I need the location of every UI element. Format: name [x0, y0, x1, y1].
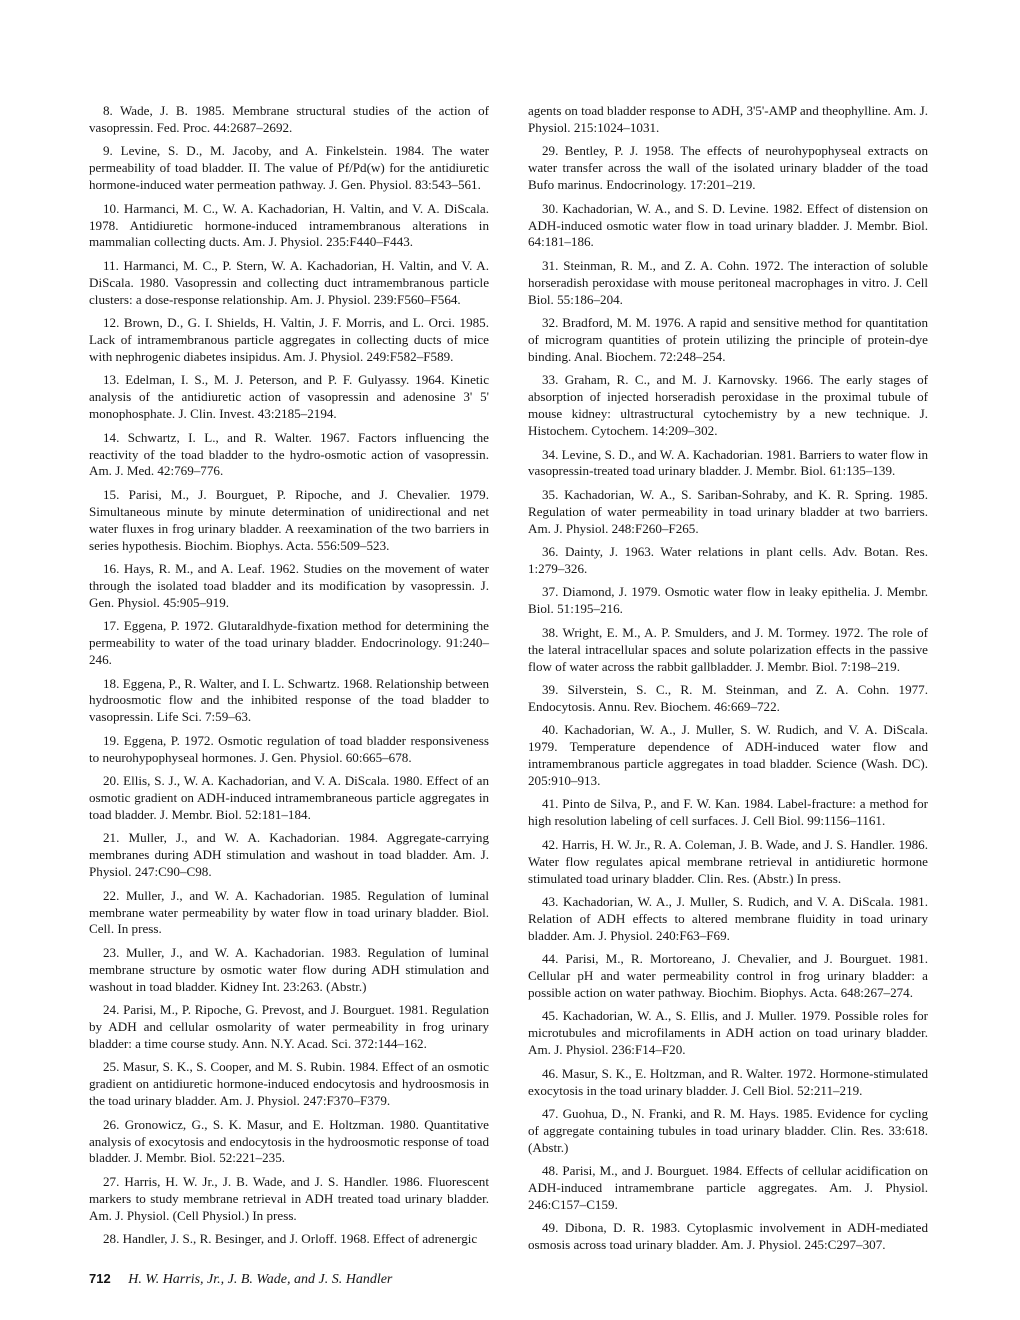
reference-entry: 9. Levine, S. D., M. Jacoby, and A. Finkelstein. 1984. The water permeability of toad bladder. II. The value of Pf/Pd(w) for the antidiuretic hormone-induced water permeation pathway. J. Gen. Physiol. 83:543–561.	[89, 143, 489, 193]
reference-entry: 28. Handler, J. S., R. Besinger, and J. Orloff. 1968. Effect of adrenergic	[103, 1231, 478, 1247]
reference-entry: 39. Silverstein, S. C., R. M. Steinman, and Z. A. Cohn. 1977. Endocytosis. Annu. Rev. Biochem. 46:669–722.	[528, 681, 928, 714]
reference-entry: 12. Brown, D., G. I. Shields, H. Valtin, J. F. Morris, and L. Orci. 1985. Lack of intramembranous particle aggregates in collecting ducts of mice with nephrogenic diabetes insipidus. Am. J. Physiol. 249:F582–F589.	[89, 315, 489, 364]
reference-entry: 40. Kachadorian, W. A., J. Muller, S. W. Rudich, and V. A. DiScala. 1979. Temperature dependence of ADH-induced water flow and intramembranous particle aggregates in toad bladder. Science (Wash. DC). 205:910–913.	[528, 722, 928, 789]
reference-entry: 41. Pinto de Silva, P., and F. W. Kan. 1984. Label-fracture: a method for high resolution labeling of cell surfaces. J. Cell Biol. 99:1156–1161.	[528, 796, 928, 829]
reference-entry: 37. Diamond, J. 1979. Osmotic water flow in leaky epithelia. J. Membr. Biol. 51:195–216.	[528, 584, 928, 617]
reference-entry: 23. Muller, J., and W. A. Kachadorian. 1983. Regulation of luminal membrane structure by osmotic water flow during ADH stimulation and washout in toad bladder. Kidney Int. 23:263. (Abstr.)	[89, 944, 489, 994]
reference-entry: 32. Bradford, M. M. 1976. A rapid and sensitive method for quantitation of microgram quantities of protein utilizing the principle of protein-dye binding. Anal. Biochem. 72:248–254.	[528, 315, 928, 364]
reference-entry: 24. Parisi, M., P. Ripoche, G. Prevost, and J. Bourguet. 1981. Regulation by ADH and cellular osmolarity of water permeability in frog urinary bladder: a time course study. Ann. N.Y. Acad. Sci. 372:144–162.	[89, 1002, 489, 1051]
reference-entry: 26. Gronowicz, G., S. K. Masur, and E. Holtzman. 1980. Quantitative analysis of exocytosis and endocytosis in the hydroosmotic response of toad bladder. J. Membr. Biol. 52:221–235.	[89, 1116, 489, 1166]
reference-entry: 36. Dainty, J. 1963. Water relations in plant cells. Adv. Botan. Res. 1:279–326.	[528, 544, 928, 576]
reference-entry: 46. Masur, S. K., E. Holtzman, and R. Walter. 1972. Hormone-stimulated exocytosis in the toad urinary bladder. J. Cell Biol. 52:211–219.	[528, 1065, 928, 1098]
references-column-left	[89, 103, 489, 1254]
reference-entry: 34. Levine, S. D., and W. A. Kachadorian. 1981. Barriers to water flow in vasopressin-treated toad urinary bladder. J. Membr. Biol. 61:135–139.	[528, 446, 928, 479]
reference-entry: 42. Harris, H. W. Jr., R. A. Coleman, J. B. Wade, and J. S. Handler. 1986. Water flow regulates apical membrane retrieval in antidiuretic hormone stimulated toad urinary bladder. Clin. Res. (Abstr.) In press.	[528, 836, 928, 886]
reference-entry: 45. Kachadorian, W. A., S. Ellis, and J. Muller. 1979. Possible roles for microtubules and microfilaments in ADH action on toad urinary bladder. Am. J. Physiol. 236:F14–F20.	[528, 1008, 928, 1058]
reference-entry: 8. Wade, J. B. 1985. Membrane structural studies of the action of vasopressin. Fed. Proc. 44:2687–2692.	[89, 103, 489, 135]
reference-entry: 22. Muller, J., and W. A. Kachadorian. 1985. Regulation of luminal membrane water permeability by water flow in toad urinary bladder. Biol. Cell. In press.	[89, 887, 489, 937]
reference-entry: 11. Harmanci, M. C., P. Stern, W. A. Kachadorian, H. Valtin, and V. A. DiScala. 1980. Vasopressin and collecting duct intramembranous particle clusters: a dose-response relationship. Am. J. Physiol. 239:F560–F564.	[89, 257, 489, 307]
reference-entry: 19. Eggena, P. 1972. Osmotic regulation of toad bladder responsiveness to neurohypophyseal hormones. J. Gen. Physiol. 60:665–678.	[89, 732, 489, 765]
reference-entry: 33. Graham, R. C., and M. J. Karnovsky. 1966. The early stages of absorption of injected horseradish peroxidase in the proximal tubule of mouse kidney: ultrastructural cytochemistry by a new technique. J. Histochem. Cytochem. 14:209–302.	[528, 372, 928, 439]
reference-entry: 25. Masur, S. K., S. Cooper, and M. S. Rubin. 1984. Effect of an osmotic gradient on antidiuretic hormone-induced endocytosis and hydroosmosis in the toad urinary bladder. Am. J. Physiol. 247:F370–F379.	[89, 1059, 489, 1109]
reference-entry: 48. Parisi, M., and J. Bourguet. 1984. Effects of cellular acidification on ADH-induced intramembrane particle aggregates. Am. J. Physiol. 246:C157–C159.	[528, 1163, 928, 1213]
reference-entry: 30. Kachadorian, W. A., and S. D. Levine. 1982. Effect of distension on ADH-induced osmotic water flow in toad urinary bladder. J. Membr. Biol. 64:181–186.	[528, 200, 928, 250]
reference-entry: 17. Eggena, P. 1972. Glutaraldhyde-fixation method for determining the permeability to water of the toad urinary bladder. Endocrinology. 91:240–246.	[89, 618, 489, 668]
reference-entry: 43. Kachadorian, W. A., J. Muller, S. Rudich, and V. A. DiScala. 1981. Relation of ADH effects to altered membrane fluidity in toad urinary bladder. Am. J. Physiol. 240:F63–F69.	[528, 893, 928, 943]
reference-entry: 29. Bentley, P. J. 1958. The effects of neurohypophyseal extracts on water transfer across the wall of the isolated urinary bladder of the toad Bufo marinus. Endocrinology. 17:201–219.	[528, 143, 928, 193]
reference-entry: 21. Muller, J., and W. A. Kachadorian. 1984. Aggregate-carrying membranes during ADH stimulation and washout in toad bladder. Am. J. Physiol. 247:C90–C98.	[89, 830, 489, 880]
reference-entry: 15. Parisi, M., J. Bourguet, P. Ripoche, and J. Chevalier. 1979. Simultaneous minute by minute determination of unidirectional and net water fluxes in frog urinary bladder. A reexamination of the two barriers in series hypothesis. Biochim. Biophys. Acta. 556:509–523.	[89, 486, 489, 553]
reference-entry: 31. Steinman, R. M., and Z. A. Cohn. 1972. The interaction of soluble horseradish peroxidase with mouse peritoneal macrophages in vitro. J. Cell Biol. 55:186–204.	[528, 257, 928, 307]
reference-entry: 35. Kachadorian, W. A., S. Sariban-Sohraby, and K. R. Spring. 1985. Regulation of water permeability in toad urinary bladder at two barriers. Am. J. Physiol. 248:F260–F265.	[528, 486, 928, 536]
reference-entry: 27. Harris, H. W. Jr., J. B. Wade, and J. S. Handler. 1986. Fluorescent markers to study membrane retrieval in ADH treated toad urinary bladder. Am. J. Physiol. (Cell Physiol.) In press.	[89, 1173, 489, 1223]
running-head-authors: H. W. Harris, Jr., J. B. Wade, and J. S. Handler	[128, 1272, 393, 1287]
reference-entry: 49. Dibona, D. R. 1983. Cytoplasmic involvement in ADH-mediated osmosis across toad urinary bladder. Am. J. Physiol. 245:C297–307.	[528, 1220, 928, 1253]
reference-entry: 13. Edelman, I. S., M. J. Peterson, and P. F. Gulyassy. 1964. Kinetic analysis of the antidiuretic action of vasopressin and adenosine 3' 5' monophosphate. J. Clin. Invest. 43:2185–2194.	[89, 372, 489, 422]
reference-entry: 18. Eggena, P., R. Walter, and I. L. Schwartz. 1968. Relationship between hydroosmotic flow and the inhibited response of the toad bladder to vasopressin. Life Sci. 7:59–63.	[89, 675, 489, 725]
reference-entry: 44. Parisi, M., R. Mortoreano, J. Chevalier, and J. Bourguet. 1981. Cellular pH and water permeability control in frog urinary bladder: a possible action on water pathway. Biochim. Biophys. Acta. 648:267–274.	[528, 951, 928, 1001]
reference-entry: 20. Ellis, S. J., W. A. Kachadorian, and V. A. DiScala. 1980. Effect of an osmotic gradient on ADH-induced intramembraneous particle aggregates in toad bladder. J. Membr. Biol. 52:181–184.	[89, 773, 489, 822]
reference-entry: 38. Wright, E. M., A. P. Smulders, and J. M. Tormey. 1972. The role of the lateral intracellular spaces and solute polarization effects in the passive flow of water across the rabbit gallbladder. J. Membr. Biol. 7:198–219.	[528, 624, 928, 674]
reference-entry-continued: agents on toad bladder response to ADH, 3'5'-AMP and theophylline. Am. J. Physiol. 215:1024–1031.	[528, 103, 928, 135]
page-number: 712	[89, 1271, 111, 1286]
reference-entry: 16. Hays, R. M., and A. Leaf. 1962. Studies on the movement of water through the isolated toad bladder and its modification by vasopressin. J. Gen. Physiol. 45:905–919.	[89, 561, 489, 610]
reference-entry: 14. Schwartz, I. L., and R. Walter. 1967. Factors influencing the reactivity of the toad bladder to the hydro-osmotic action of vasopressin. Am. J. Med. 42:769–776.	[89, 429, 489, 479]
references-column-right	[528, 103, 928, 1261]
page-footer	[89, 1271, 392, 1288]
reference-entry: 47. Guohua, D., N. Franki, and R. M. Hays. 1985. Evidence for cycling of aggregate containing tubules in toad urinary bladder. Clin. Res. 33:618. (Abstr.)	[528, 1105, 928, 1155]
reference-entry: 10. Harmanci, M. C., W. A. Kachadorian, H. Valtin, and V. A. DiScala. 1978. Antidiuretic hormone-induced intramembranous alterations in mammalian collecting ducts. Am. J. Physiol. 235:F440–F443.	[89, 200, 489, 250]
